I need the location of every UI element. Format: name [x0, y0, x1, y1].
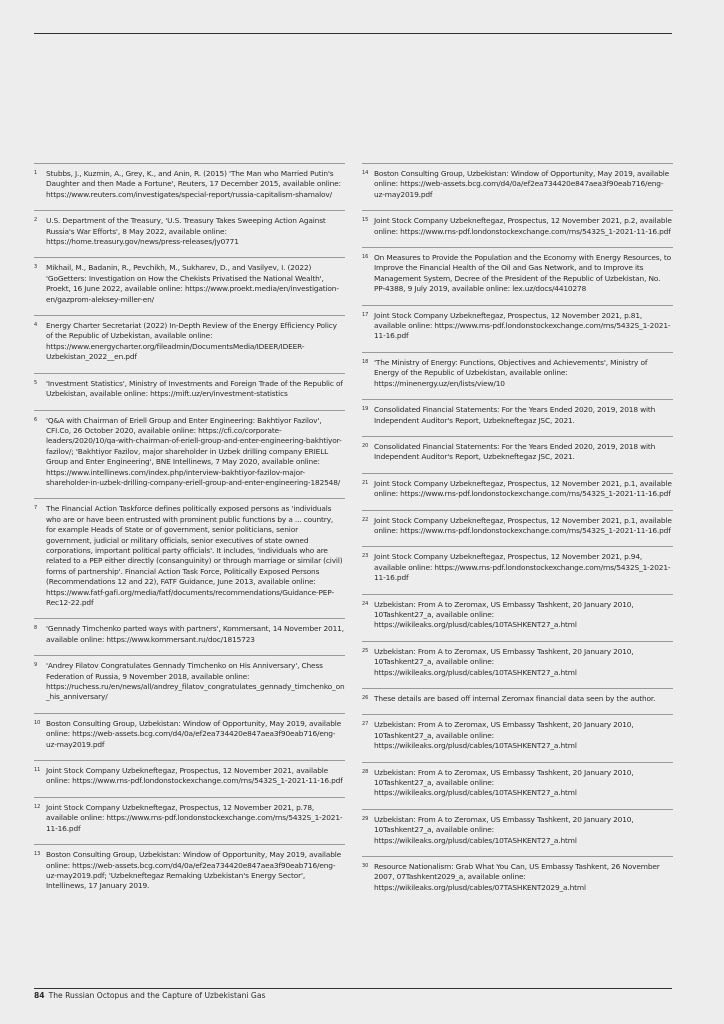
- endnote-number: 21: [362, 479, 369, 486]
- endnote-number: 16: [362, 254, 369, 261]
- endnote: [362, 352, 673, 399]
- endnote-text: Joint Stock Company Uzbekneftegaz, Prospectus, 12 November 2021, p.81, available online: https://www.rns-pdf.londonstockexchange.com/rns/5432S_1-2021-11-16.pdf: [374, 310, 671, 341]
- footer-title: The Russian Octopus and the Capture of Uzbekistani Gas: [48, 991, 266, 1000]
- endnote-text: The Financial Action Taskforce defines politically exposed persons as 'individuals who are or have been entrusted with prominent public functions by a ... country, for example Heads of State or of government, senior politicians, senior government, judicial or military officials, senior executives of state owned corporations, important political party officials'. It includes, 'individuals who are related to a PEP either directly (consanguinity) or through marriage or similar (civil) forms of partnership'. Financial Action Task Force, Politically Exposed Persons (Recommendations 12 and 22), FATF Guidance, June 2013, available online: https://www.fatf-gafi.org/media/fatf/documents/recommendations/Guidance-PEP-Rec12-22.pdf: [46, 504, 343, 607]
- endnote-text: Resource Nationalism: Grab What You Can, US Embassy Tashkent, 26 November 2007, 07Tashkent2029_a, available online: https://wikileaks.org/plusd/cables/07TASHKENT2029_a.html: [374, 862, 660, 892]
- endnote: [34, 210, 345, 257]
- endnote-text: 'Q&A with Chairman of Eriell Group and Enter Engineering: Bakhtiyor Fazilov', CFI.Co, 26 October 2020, available online: https://cfi.co/corporate-leaders/2020/10/qa-with-chairman-of-eriell-group-and-enter-engineering-bakhtiyor-fazilov/; 'Bakhtiyor Fazilov, major shareholder in Uzbek drilling company ERIELL Group and Enter Engineering', BNE Intellinews, 7 May 2020, available online: https://www.intellinews.com/index.php/interview-bakhtiyor-fazilov-major-shareholder-in-uzbek-drilling-company-eriell-group-and-enter-engineering-182548/: [46, 415, 342, 487]
- endnote-text: On Measures to Provide the Population and the Economy with Energy Resources, to Improve the Financial Health of the Oil and Gas Network, and to Improve its Management System, Decree of the President of the Republic of Uzbekistan, No. PP-4388, 9 July 2019, available online: lex.uz/docs/4410278: [374, 253, 672, 294]
- endnote-number: 5: [34, 379, 38, 386]
- endnote: [362, 305, 673, 352]
- endnote-number: 15: [362, 217, 369, 224]
- endnote-text: Uzbekistan: From A to Zeromax, US Embassy Tashkent, 20 January 2010, 10Tashkent27_a, available online: https://wikileaks.org/plusd/cables/10TASHKENT27_a.html: [374, 767, 634, 798]
- endnote-text: Joint Stock Company Uzbekneftegaz, Prospectus, 12 November 2021, available online: https://www.rns-pdf.londonstockexchange.com/rns/5432S_1-2021-11-16.pdf: [46, 766, 343, 786]
- endnote-text: 'The Ministry of Energy: Functions, Objectives and Achievements', Ministry of Energy of the Republic of Uzbekistan, available online: https://minenergy.uz/en/lists/view/10: [374, 357, 648, 388]
- endnote-text: Joint Stock Company Uzbekneftegaz, Prospectus, 12 November 2021, p.1, available online: https://www.rns-pdf.londonstockexchange.com/rns/5432S_1-2021-11-16.pdf: [374, 515, 672, 535]
- endnote: [34, 315, 345, 373]
- bottom-rule: [34, 988, 672, 989]
- endnote: [34, 760, 345, 797]
- endnote-number: 2: [34, 217, 38, 224]
- endnote: [362, 510, 673, 547]
- endnote: [34, 844, 345, 902]
- endnote-text: U.S. Department of the Treasury, 'U.S. Treasury Takes Sweeping Action Against Russia's War Efforts', 8 May 2022, available online: https://home.treasury.gov/news/press-releases/jy0771: [46, 216, 326, 247]
- endnote-number: 4: [34, 322, 38, 329]
- endnote-number: 23: [362, 553, 369, 560]
- top-rule: [34, 33, 672, 34]
- endnote-text: Joint Stock Company Uzbekneftegaz, Prospectus, 12 November 2021, p.78, available online: https://www.rns-pdf.londonstockexchange.com/rns/5432S_1-2021-11-16.pdf: [46, 802, 343, 833]
- endnote-number: 28: [362, 768, 369, 775]
- endnote-text: Joint Stock Company Uzbekneftegaz, Prospectus, 12 November 2021, p.94, available online: https://www.rns-pdf.londonstockexchange.com/rns/5432S_1-2021-11-16.pdf: [374, 552, 671, 583]
- endnote-number: 13: [34, 851, 41, 858]
- endnote-number: 29: [362, 815, 369, 822]
- endnote: [34, 257, 345, 315]
- page-footer: [34, 991, 265, 1001]
- endnote: [362, 436, 673, 473]
- endnote: [362, 641, 673, 688]
- endnote-number: 8: [34, 625, 38, 632]
- endnote-number: 14: [362, 170, 369, 176]
- endnote: [34, 498, 345, 618]
- endnote-text: Joint Stock Company Uzbekneftegaz, Prospectus, 12 November 2021, p.1, available online: https://www.rns-pdf.londonstockexchange.com/rns/5432S_1-2021-11-16.pdf: [374, 478, 672, 499]
- endnote-text: Uzbekistan: From A to Zeromax, US Embassy Tashkent, 20 January 2010, 10Tashkent27_a, available online: https://wikileaks.org/plusd/cables/10TASHKENT27_a.html: [374, 814, 634, 845]
- endnote-text: Consolidated Financial Statements: For the Years Ended 2020, 2019, 2018 with Independent Auditor's Report, Uzbekneftegaz JSC, 2021.: [374, 405, 656, 425]
- endnote-number: 7: [34, 505, 38, 512]
- endnote-number: 1: [34, 170, 38, 176]
- endnote-text: 'Andrey Filatov Congratulates Gennady Timchenko on His Anniversary', Chess Federation of Russia, 9 November 2018, available online: https://ruchess.ru/en/news/all/andrey_filatov_congratulates_gennady_timchenko_on_his_anniversary/: [46, 661, 345, 702]
- endnote-text: Joint Stock Company Uzbekneftegaz, Prospectus, 12 November 2021, p.2, available online: https://www.rns-pdf.londonstockexchange.com/rns/5432S_1-2021-11-16.pdf: [374, 216, 672, 236]
- endnote-number: 11: [34, 767, 41, 774]
- endnote-number: 20: [362, 442, 369, 449]
- endnote: [362, 714, 673, 761]
- endnotes-left-column: [34, 163, 345, 902]
- page-number: 84: [34, 991, 45, 1000]
- endnote: [362, 247, 673, 305]
- endnote-number: 3: [34, 264, 38, 271]
- endnote-number: 27: [362, 721, 369, 728]
- endnote: [362, 688, 673, 714]
- endnote-number: 17: [362, 311, 369, 318]
- endnote: [362, 762, 673, 809]
- endnote-number: 24: [362, 600, 369, 607]
- endnote-number: 30: [362, 863, 369, 870]
- endnote-text: Energy Charter Secretariat (2022) In-Depth Review of the Energy Efficiency Policy of the Republic of Uzbekistan, available online: https://www.energycharter.org/fileadmin/DocumentsMedia/IDEER/IDEER-Uzbekistan_2022__en.pdf: [46, 321, 337, 362]
- endnote-number: 25: [362, 647, 369, 654]
- endnote-text: Boston Consulting Group, Uzbekistan: Window of Opportunity, May 2019, available online: https://web-assets.bcg.com/d4/0a/ef2ea734420e847aea3f90eab716/eng-uz-may2019.pdf: [374, 169, 670, 199]
- endnote-number: 18: [362, 358, 369, 365]
- endnote: [362, 210, 673, 247]
- endnote: [362, 809, 673, 856]
- endnote: [362, 163, 673, 210]
- endnote-text: Consolidated Financial Statements: For the Years Ended 2020, 2019, 2018 with Independent Auditor's Report, Uzbekneftegaz JSC, 2021.: [374, 441, 656, 462]
- endnote-text: Mikhail, M., Badanin, R., Pevchikh, M., Sukharev, D., and Vasilyev, I. (2022) 'GoGetters: Investigation on How the Chekists Privatised the National Wealth', Proekt, 16 June 2022, available online: https://www.proekt.media/en/investigation-en/gazprom-aleksey-miller-en/: [46, 263, 339, 304]
- endnote-text: 'Investment Statistics', Ministry of Investments and Foreign Trade of the Republic of Uzbekistan, available online: https://mift.uz/en/investment-statistics: [46, 378, 343, 399]
- endnote-text: 'Gennady Timchenko parted ways with partners', Kommersant, 14 November 2011, available online: https://www.kommersant.ru/doc/1815723: [46, 624, 344, 644]
- endnote-number: 12: [34, 803, 41, 810]
- endnote-text: Uzbekistan: From A to Zeromax, US Embassy Tashkent, 20 January 2010, 10Tashkent27_a, available online: https://wikileaks.org/plusd/cables/10TASHKENT27_a.html: [374, 720, 634, 751]
- endnote-number: 26: [362, 695, 369, 701]
- endnote-text: These details are based off internal Zeromax financial data seen by the author.: [374, 694, 656, 703]
- endnote-number: 22: [362, 516, 369, 523]
- endnote: [34, 163, 345, 210]
- endnote-text: Boston Consulting Group, Uzbekistan: Window of Opportunity, May 2019, available online: https://web-assets.bcg.com/d4/0a/ef2ea734420e847aea3f90eab716/eng-uz-may2019.pdf; 'Uzbekneftegaz Remaking Uzbekistan's Energy Sector', Intellinews, 17 January 2019.: [46, 850, 342, 891]
- endnote-number: 19: [362, 406, 369, 413]
- endnote: [362, 473, 673, 510]
- endnote-number: 6: [34, 416, 38, 423]
- endnote-number: 10: [34, 719, 41, 726]
- endnote: [34, 655, 345, 713]
- endnote-number: 9: [34, 662, 38, 669]
- endnote: [34, 373, 345, 410]
- endnote-text: Stubbs, J., Kuzmin, A., Grey, K., and Anin, R. (2015) 'The Man who Married Putin's Daughter and then Made a Fortune', Reuters, 17 December 2015, available online: https://www.reuters.com/investigates/special-report/russia-capitalism-shamalov/: [46, 169, 341, 199]
- endnote: [34, 618, 345, 655]
- endnote-text: Boston Consulting Group, Uzbekistan: Window of Opportunity, May 2019, available online: https://web-assets.bcg.com/d4/0a/ef2ea734420e847aea3f90eab716/eng-uz-may2019.pdf: [46, 718, 342, 749]
- endnotes-right-column: [362, 163, 673, 903]
- endnote: [362, 856, 673, 903]
- endnote: [362, 594, 673, 641]
- endnote: [34, 713, 345, 760]
- endnote: [362, 546, 673, 593]
- endnote-text: Uzbekistan: From A to Zeromax, US Embassy Tashkent, 20 January 2010, 10Tashkent27_a, available online: https://wikileaks.org/plusd/cables/10TASHKENT27_a.html: [374, 599, 634, 630]
- endnote: [34, 410, 345, 499]
- endnote: [362, 399, 673, 436]
- endnote-text: Uzbekistan: From A to Zeromax, US Embassy Tashkent, 20 January 2010, 10Tashkent27_a, available online: https://wikileaks.org/plusd/cables/10TASHKENT27_a.html: [374, 646, 634, 677]
- endnote: [34, 797, 345, 844]
